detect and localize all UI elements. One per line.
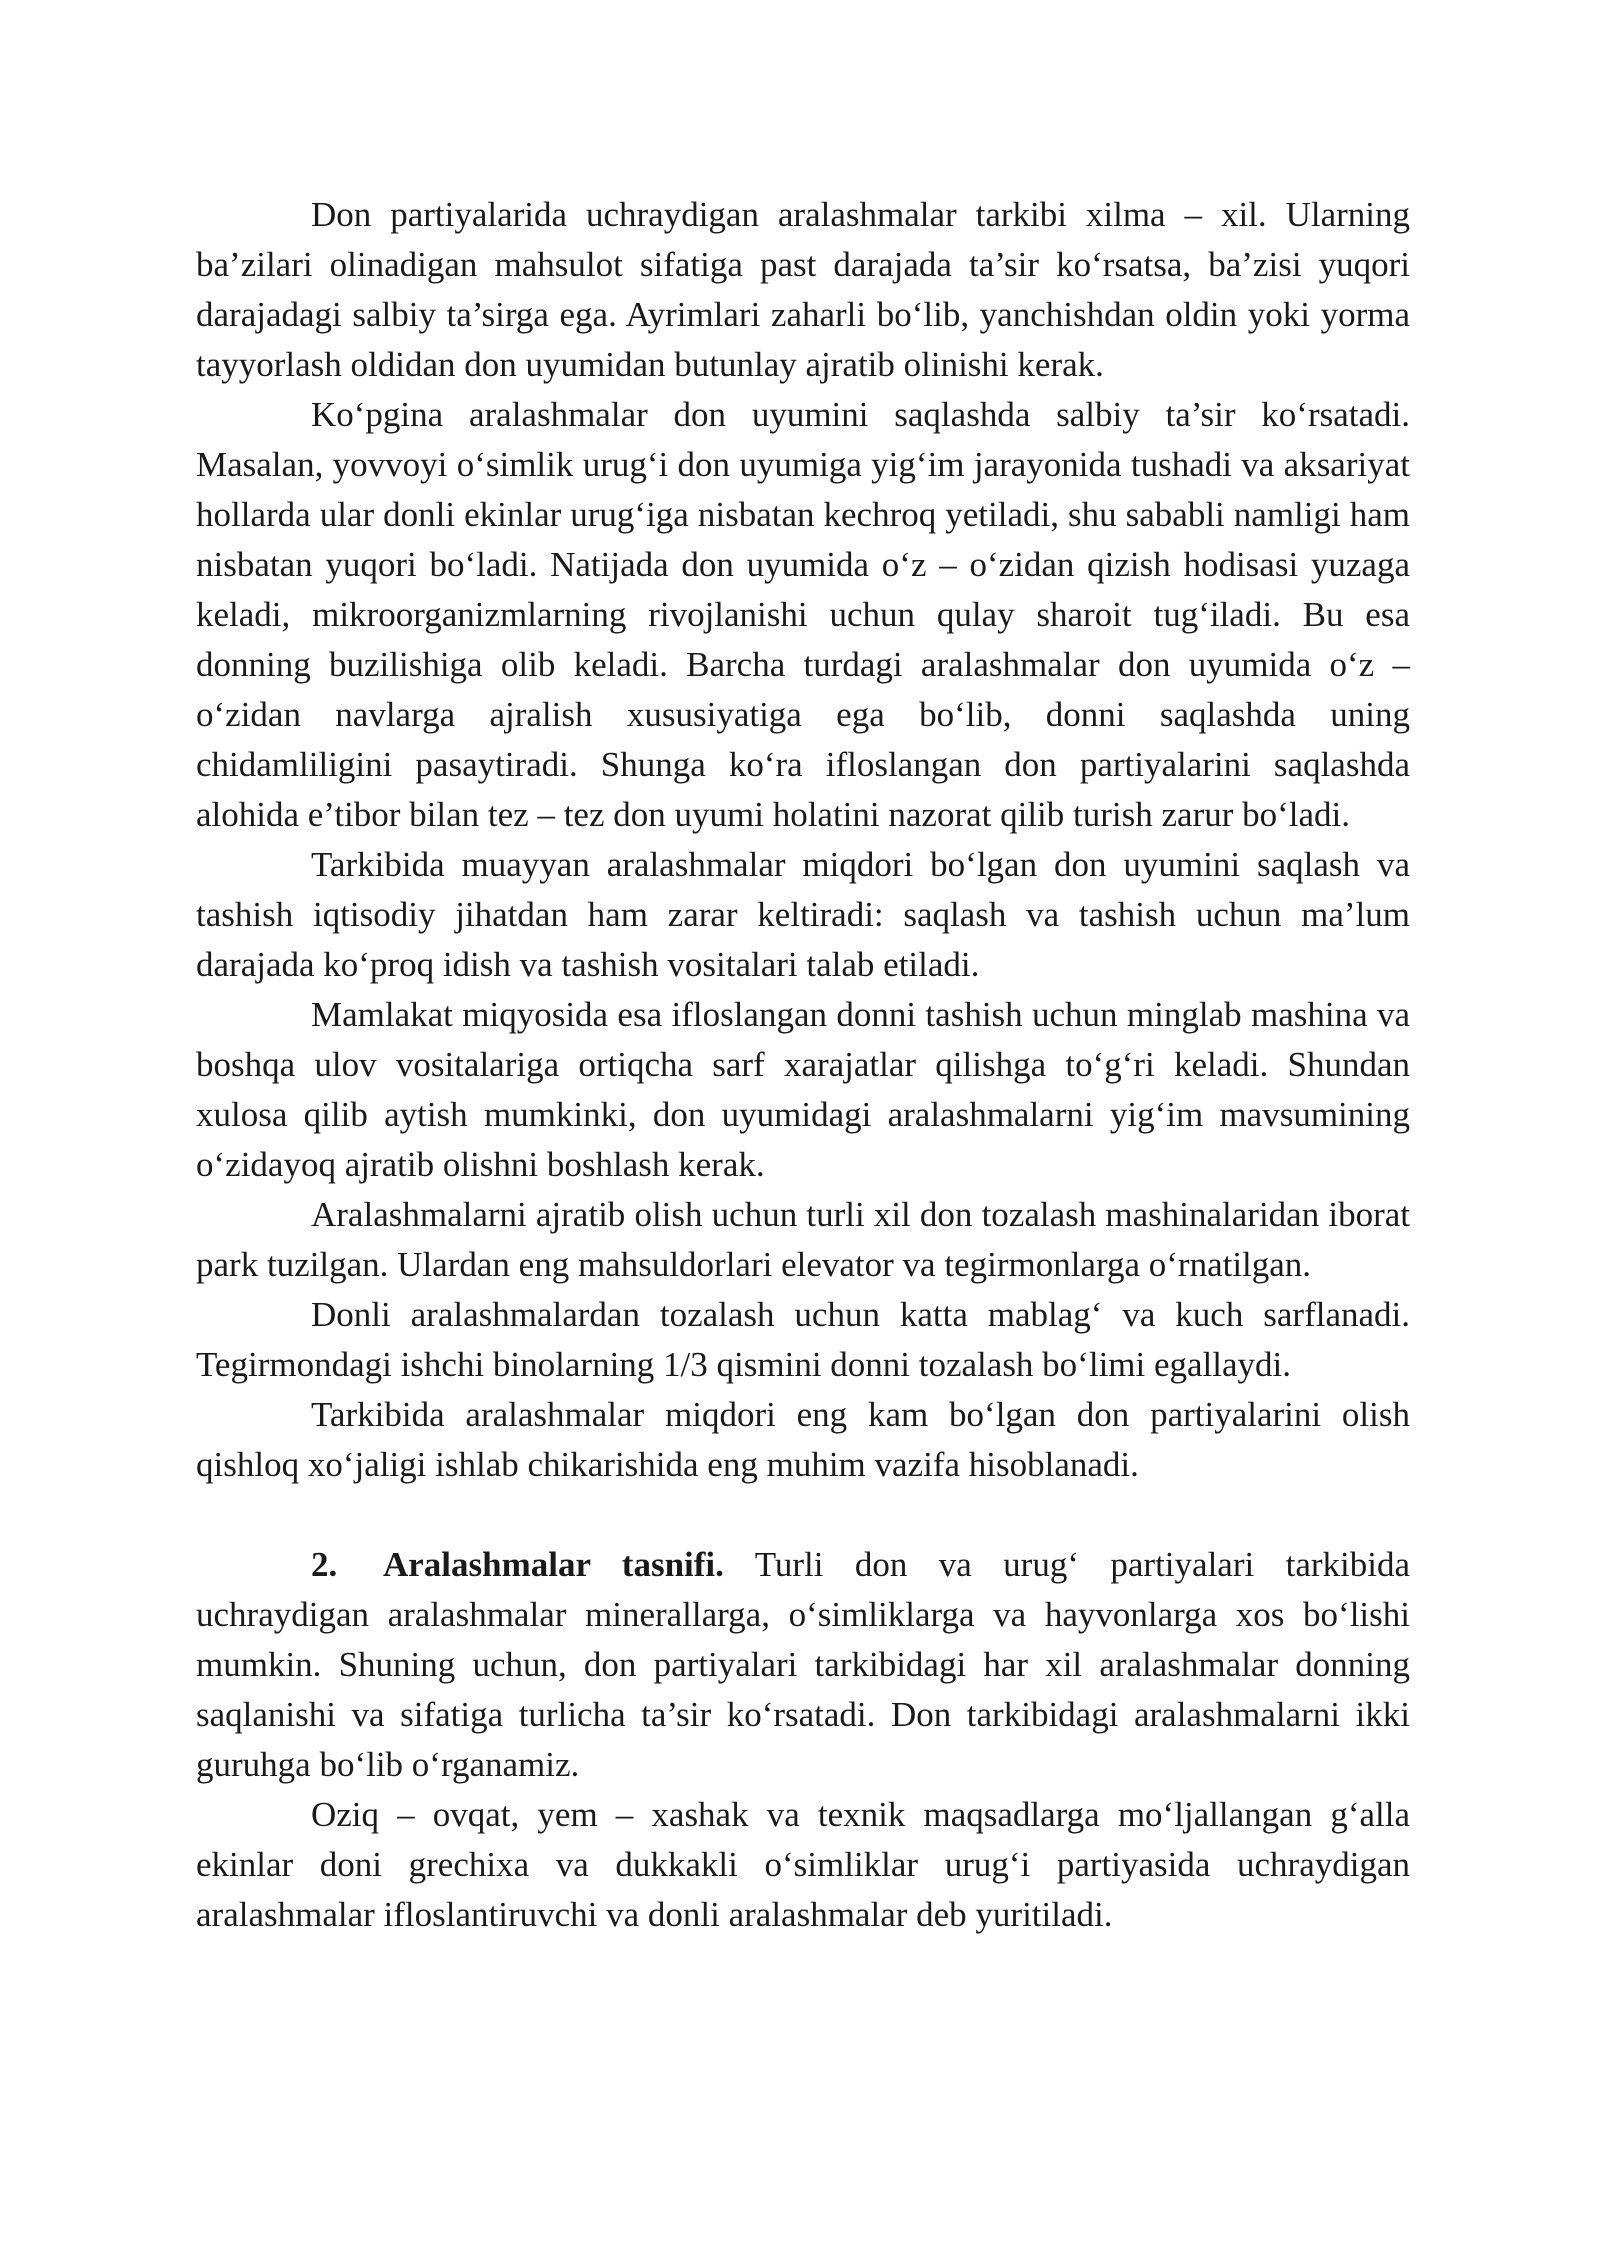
paragraph-6: Donli aralashmalardan tozalash uchun katta mablag‘ va kuch sarflanadi. Tegirmondagi ishchi binolarning 1/3 qismini donni tozalash bo‘limi egallaydi.	[196, 1295, 1410, 1384]
section-title: Aralashmalar tasnifi.	[383, 1545, 724, 1584]
section-body: Turli don va urug‘ partiyalari tarkibida uchraydigan aralashmalar minerallarga, o‘simliklarga va hayvonlarga xos bo‘lishi mumkin. Shuning uchun, don partiyalari tarkibidagi har xil aralashmalar donning saqlanishi va sifatiga turlicha ta’sir ko‘rsatadi. Don tarkibidagi aralashmalarni ikki guruhga bo‘lib o‘rganamiz.	[196, 1545, 1411, 1784]
section-number: 2.	[311, 1545, 338, 1584]
section-intro-paragraph	[196, 1540, 1410, 1790]
document-page	[196, 190, 1410, 1940]
section-heading	[311, 1545, 724, 1584]
paragraph-2: Ko‘pgina aralashmalar don uyumini saqlashda salbiy ta’sir ko‘rsatadi. Masalan, yovvoyi o‘simlik urug‘i don uyumiga yig‘im jarayonida tushadi va aksariyat hollarda ular donli ekinlar urug‘iga nisbatan kechroq yetiladi, shu sababli namligi ham nisbatan yuqori bo‘ladi. Natijada don uyumida o‘z – o‘zidan qizish hodisasi yuzaga keladi, mikroorganizmlarning rivojlanishi uchun qulay sharoit tug‘iladi. Bu esa donning buzilishiga olib keladi. Barcha turdagi aralashmalar don uyumida o‘z – o‘zidan navlarga ajralish xususiyatiga ega bo‘lib, donni saqlashda uning chidamliligini pasaytiradi. Shunga ko‘ra ifloslangan don partiyalarini saqlashda alohida e’tibor bilan tez – tez don uyumi holatini nazorat qilib turish zarur bo‘ladi.	[196, 395, 1410, 834]
paragraph-5: Aralashmalarni ajratib olish uchun turli xil don tozalash mashinalaridan iborat park tuzilgan. Ulardan eng mahsuldorlari elevator va tegirmonlarga o‘rnatilgan.	[196, 1195, 1410, 1284]
section-paragraph-1: Oziq – ovqat, yem – xashak va texnik maqsadlarga mo‘ljallangan g‘alla ekinlar doni grechixa va dukkakli o‘simliklar urug‘i partiyasida uchraydigan aralashmalar ifloslantiruvchi va donli aralashmalar deb yuritiladi.	[196, 1795, 1410, 1934]
section-2	[196, 1540, 1410, 1940]
paragraph-1: Don partiyalarida uchraydigan aralashmalar tarkibi xilma – xil. Ularning ba’zilari olinadigan mahsulot sifatiga past darajada ta’sir ko‘rsatsa, ba’zisi yuqori darajadagi salbiy ta’sirga ega. Ayrimlari zaharli bo‘lib, yanchishdan oldin yoki yorma tayyorlash oldidan don uyumidan butunlay ajratib olinishi kerak.	[196, 195, 1410, 384]
paragraph-7: Tarkibida aralashmalar miqdori eng kam bo‘lgan don partiyalarini olish qishloq xo‘jaligi ishlab chikarishida eng muhim vazifa hisoblanadi.	[196, 1395, 1410, 1484]
paragraph-4: Mamlakat miqyosida esa ifloslangan donni tashish uchun minglab mashina va boshqa ulov vositalariga ortiqcha sarf xarajatlar qilishga to‘g‘ri keladi. Shundan xulosa qilib aytish mumkinki, don uyumidagi aralashmalarni yig‘im mavsumining o‘zidayoq ajratib olishni boshlash kerak.	[196, 995, 1410, 1184]
paragraph-3: Tarkibida muayyan aralashmalar miqdori bo‘lgan don uyumini saqlash va tashish iqtisodiy jihatdan ham zarar keltiradi: saqlash va tashish uchun ma’lum darajada ko‘proq idish va tashish vositalari talab etiladi.	[196, 845, 1410, 984]
